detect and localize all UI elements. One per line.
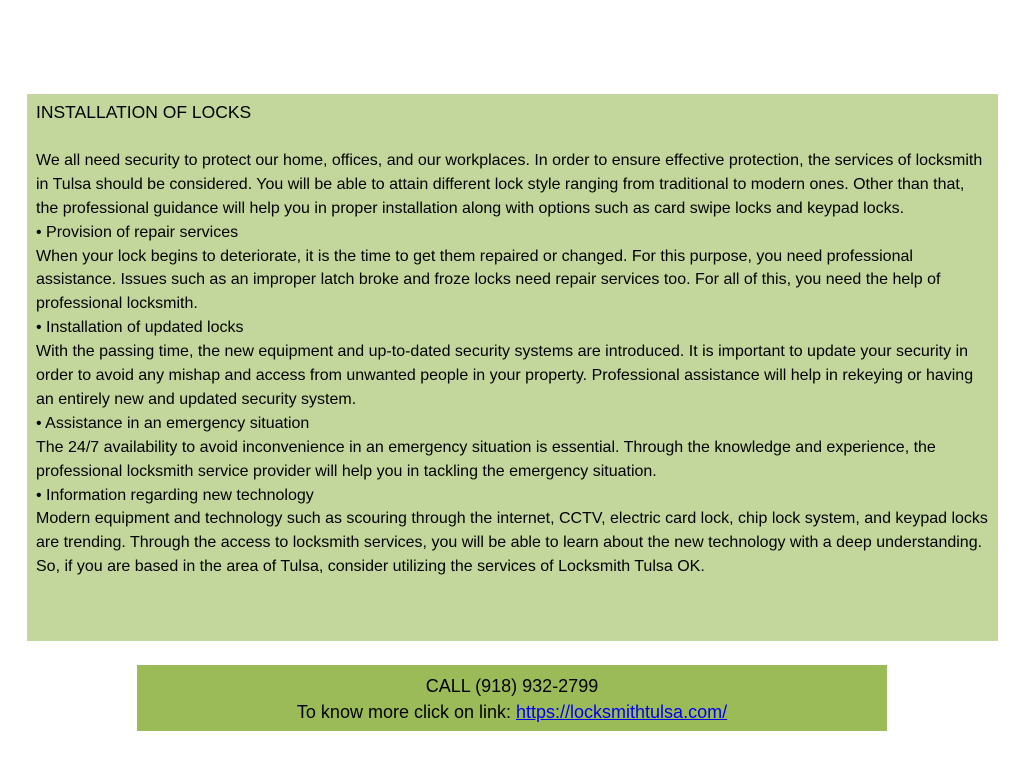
link-prefix-text: To know more click on link:: [296, 702, 516, 722]
emergency-assistance-paragraph: The 24/7 availability to avoid inconvenience in an emergency situation is essential. Through the knowledge and experience, the professional locksmith service provider will help you in tackling the emergency situation.: [36, 438, 936, 480]
call-phone-text: CALL (918) 932-2799: [425, 676, 599, 696]
closing-paragraph: So, if you are based in the area of Tulsa, consider utilizing the services of Locksmith Tulsa OK.: [36, 558, 705, 576]
call-to-action-box: [137, 665, 887, 731]
section-title: INSTALLATION OF LOCKS: [36, 102, 252, 122]
new-technology-paragraph: Modern equipment and technology such as scouring through the internet, CCTV, electric card lock, chip lock system, and keypad locks are trending. Through the access to locksmith services, you will be able to learn about the new technology with a deep understanding.: [36, 510, 988, 552]
bullet-new-technology: • Information regarding new technology: [36, 486, 314, 504]
repair-services-paragraph: When your lock begins to deteriorate, it is the time to get them repaired or changed. For this purpose, you need professional assistance. Issues such as an improper latch broke and froze locks need repair services too. For all of this, you need the help of professional locksmith.: [36, 247, 941, 313]
content-box: [27, 94, 998, 641]
link-line: [137, 699, 887, 725]
bullet-repair-services: • Provision of repair services: [36, 223, 239, 241]
bullet-updated-locks: • Installation of updated locks: [36, 319, 244, 337]
intro-paragraph: We all need security to protect our home, offices, and our workplaces. In order to ensure effective protection, the services of locksmith in Tulsa should be considered. You will be able to attain different lock style ranging from traditional to modern ones. Other than that, the professional guidance will help you in proper installation along with options such as card swipe locks and keypad locks.: [36, 151, 983, 217]
updated-locks-paragraph: With the passing time, the new equipment and up-to-dated security systems are introduced. It is important to update your security in order to avoid any mishap and access from unwanted people in your property. Professional assistance will help in rekeying or having an entirely new and updated security system.: [36, 343, 974, 408]
bullet-emergency-assistance: • Assistance in an emergency situation: [36, 414, 310, 432]
website-link[interactable]: https://locksmithtulsa.com/: [516, 702, 728, 722]
